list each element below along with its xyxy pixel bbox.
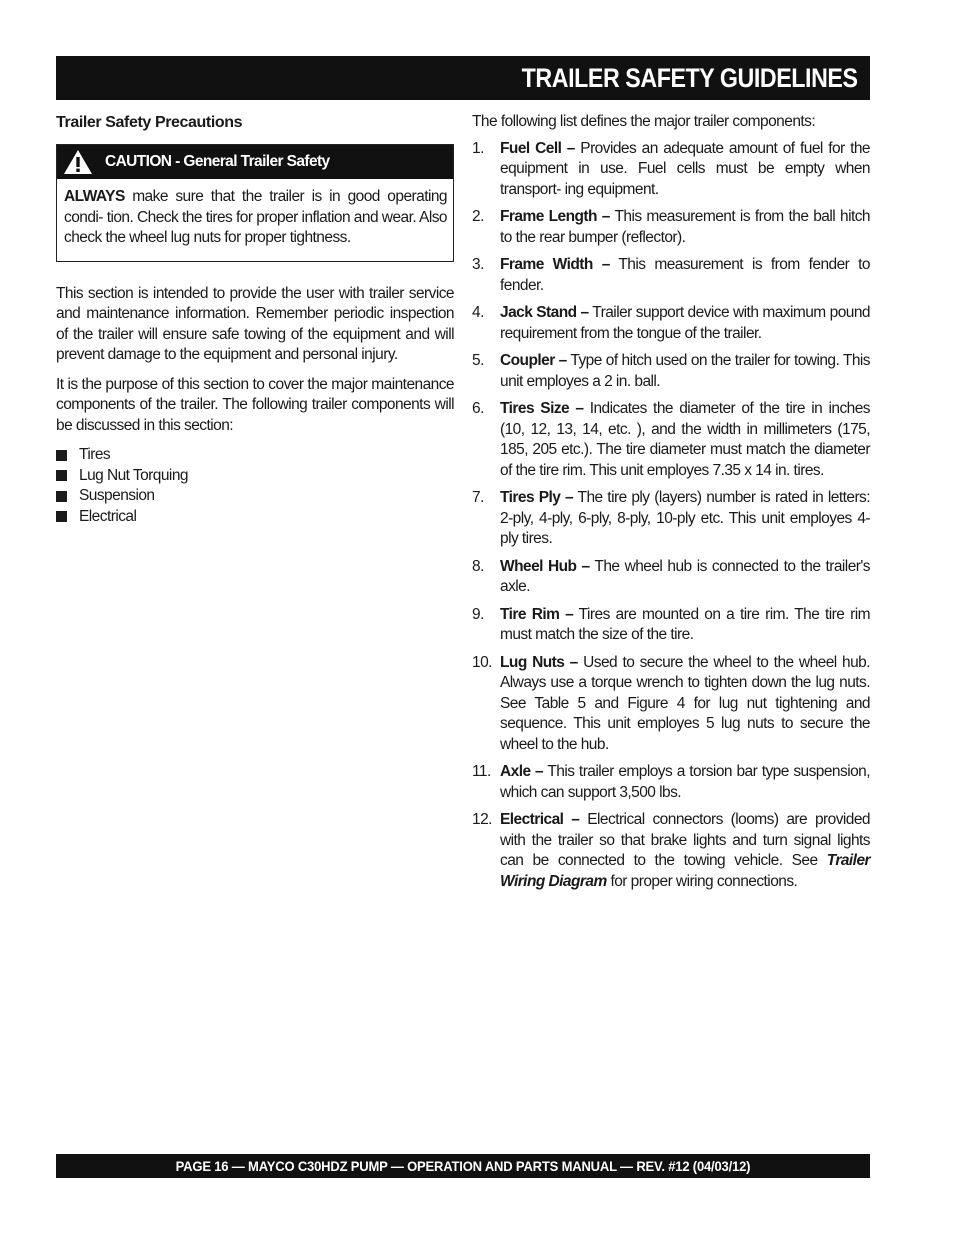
item-number: 7. (472, 489, 484, 506)
item-term: Axle – (500, 763, 544, 780)
item-text (500, 255, 870, 296)
wiring-diagram-reference: Trailer Wiring Diagram (500, 852, 870, 890)
item-number: 6. (472, 400, 484, 417)
item-term: Frame Length – (500, 208, 610, 225)
intro-paragraph: This section is intended to provide the user with trailer service and maintenance information. Remember periodic inspection of the trailer will ensure safe towing of the equipment and will prevent damage to the equipment and personal injury. (56, 284, 454, 363)
bullet-label: Electrical (79, 507, 137, 525)
item-definition: This measurement is from fender to fender. (500, 256, 870, 294)
list-item (472, 557, 870, 598)
list-item (472, 399, 870, 481)
components-intro: The following list defines the major trailer components: (472, 113, 816, 130)
item-text (500, 207, 870, 248)
square-bullet-icon (56, 511, 67, 522)
item-definition: Type of hitch used on the trailer for towing. This unit employes a 2 in. ball. (500, 352, 870, 390)
item-definition: Indicates the diameter of the tire in inches (10, 12, 13, 14, etc. ), and the width in millimeters (175, 185, 205 etc.). The tire diameter must match the diameter of the tire rim. This unit employes 7.35 x 14 in. tires. (500, 400, 870, 479)
list-item (472, 810, 870, 892)
item-term: Lug Nuts – (500, 653, 578, 671)
item-number: 12. (472, 811, 492, 828)
list-item (472, 303, 870, 344)
component-definitions-list (472, 139, 870, 893)
item-definition: The wheel hub is connected to the trailer's axle. (500, 557, 870, 595)
item-text (500, 762, 870, 803)
item-definition: This measurement is from the ball hitch to the rear bumper (reflector). (500, 208, 870, 246)
item-number: 1. (472, 139, 484, 157)
item-definition-end: for proper wiring connections. (606, 872, 798, 890)
square-bullet-icon (56, 491, 67, 502)
item-number: 8. (472, 557, 484, 575)
right-column (472, 112, 870, 899)
bullet-item-suspension (56, 486, 454, 507)
list-item (472, 605, 870, 646)
square-bullet-icon (56, 450, 67, 461)
item-term: Electrical – (500, 811, 580, 828)
page-title: TRAILER SAFETY GUIDELINES (522, 62, 858, 93)
list-item (472, 351, 870, 392)
component-bullet-list (56, 445, 454, 527)
item-number: 5. (472, 352, 484, 369)
item-term: Tires Size – (500, 400, 584, 417)
list-item (472, 762, 870, 803)
item-number: 4. (472, 304, 484, 321)
item-text (500, 653, 870, 756)
item-definition: Used to secure the wheel to the wheel hub. Always use a torque wrench to tighten down the lug nuts. See Table 5 and Figure 4 for lug nut tightening and sequence. This unit employes 5 lug nuts to secure the wheel to the hub. (500, 653, 870, 753)
item-text (500, 351, 870, 392)
bullet-label: Lug Nut Torquing (79, 466, 188, 484)
bullet-item-electrical (56, 507, 454, 528)
item-text (500, 488, 870, 550)
item-term: Coupler – (500, 352, 567, 369)
list-item (472, 653, 870, 756)
item-text (500, 139, 870, 201)
caution-lead-word: ALWAYS (64, 188, 125, 205)
item-text (500, 557, 870, 598)
item-number: 2. (472, 208, 484, 225)
caution-header (57, 145, 453, 179)
bullet-item-lug-nut-torquing (56, 466, 454, 487)
bullet-label: Suspension (79, 487, 155, 504)
caution-box (56, 144, 454, 262)
bullet-label: Tires (79, 446, 111, 463)
item-definition: Tires are mounted on a tire rim. The tire rim must match the size of the tire. (500, 605, 870, 643)
item-term: Jack Stand – (500, 304, 589, 321)
item-term: Wheel Hub – (500, 557, 590, 575)
item-term: Fuel Cell – (500, 139, 575, 157)
left-column (56, 112, 454, 527)
item-definition: Provides an adequate amount of fuel for the equipment in use. Fuel cells must be empty when transport- ing equipment. (500, 139, 870, 198)
section-heading: Trailer Safety Precautions (56, 114, 243, 131)
caution-body (57, 179, 453, 261)
item-definition: This trailer employs a torsion bar type suspension, which can support 3,500 lbs. (500, 763, 870, 801)
item-definition: The tire ply (layers) number is rated in letters: 2-ply, 4-ply, 6-ply, 8-ply, 10-ply etc. This unit employes 4-ply tires. (500, 489, 871, 547)
footer-text: PAGE 16 — MAYCO C30HDZ PUMP — OPERATION AND PARTS MANUAL — REV. #12 (04/03/12) (175, 1158, 751, 1174)
caution-text: make sure that the trailer is in good operating condi- tion. Check the tires for proper inflation and wear. Also check the wheel lug nuts for proper tightness. (64, 188, 447, 246)
caution-title: CAUTION - General Trailer Safety (105, 152, 330, 170)
item-number: 3. (472, 256, 484, 273)
page-header-bar (56, 56, 870, 100)
item-text (500, 303, 870, 344)
page-footer-bar (56, 1154, 870, 1178)
list-item (472, 488, 870, 550)
list-item (472, 255, 870, 296)
item-number: 11. (472, 763, 491, 780)
warning-triangle-icon (63, 149, 93, 175)
item-number: 10. (472, 653, 492, 671)
item-term: Tires Ply – (500, 489, 574, 506)
item-text (500, 399, 870, 481)
list-item (472, 207, 870, 248)
item-number: 9. (472, 605, 484, 623)
item-term: Tire Rim – (500, 605, 574, 623)
list-item (472, 139, 870, 201)
intro-block (56, 284, 454, 437)
item-definition: Electrical connectors (looms) are provided with the trailer so that brake lights and turn signal lights can be connected to the towing vehicle. See (500, 811, 871, 869)
item-term: Frame Width – (500, 256, 610, 273)
bullet-item-tires (56, 445, 454, 466)
purpose-paragraph: It is the purpose of this section to cover the major maintenance components of the trailer. The following trailer components will be discussed in this section: (56, 375, 454, 434)
square-bullet-icon (56, 470, 67, 481)
item-definition: Trailer support device with maximum pound requirement from the tongue of the trailer. (500, 304, 870, 342)
item-text (500, 810, 870, 892)
item-text (500, 605, 870, 646)
